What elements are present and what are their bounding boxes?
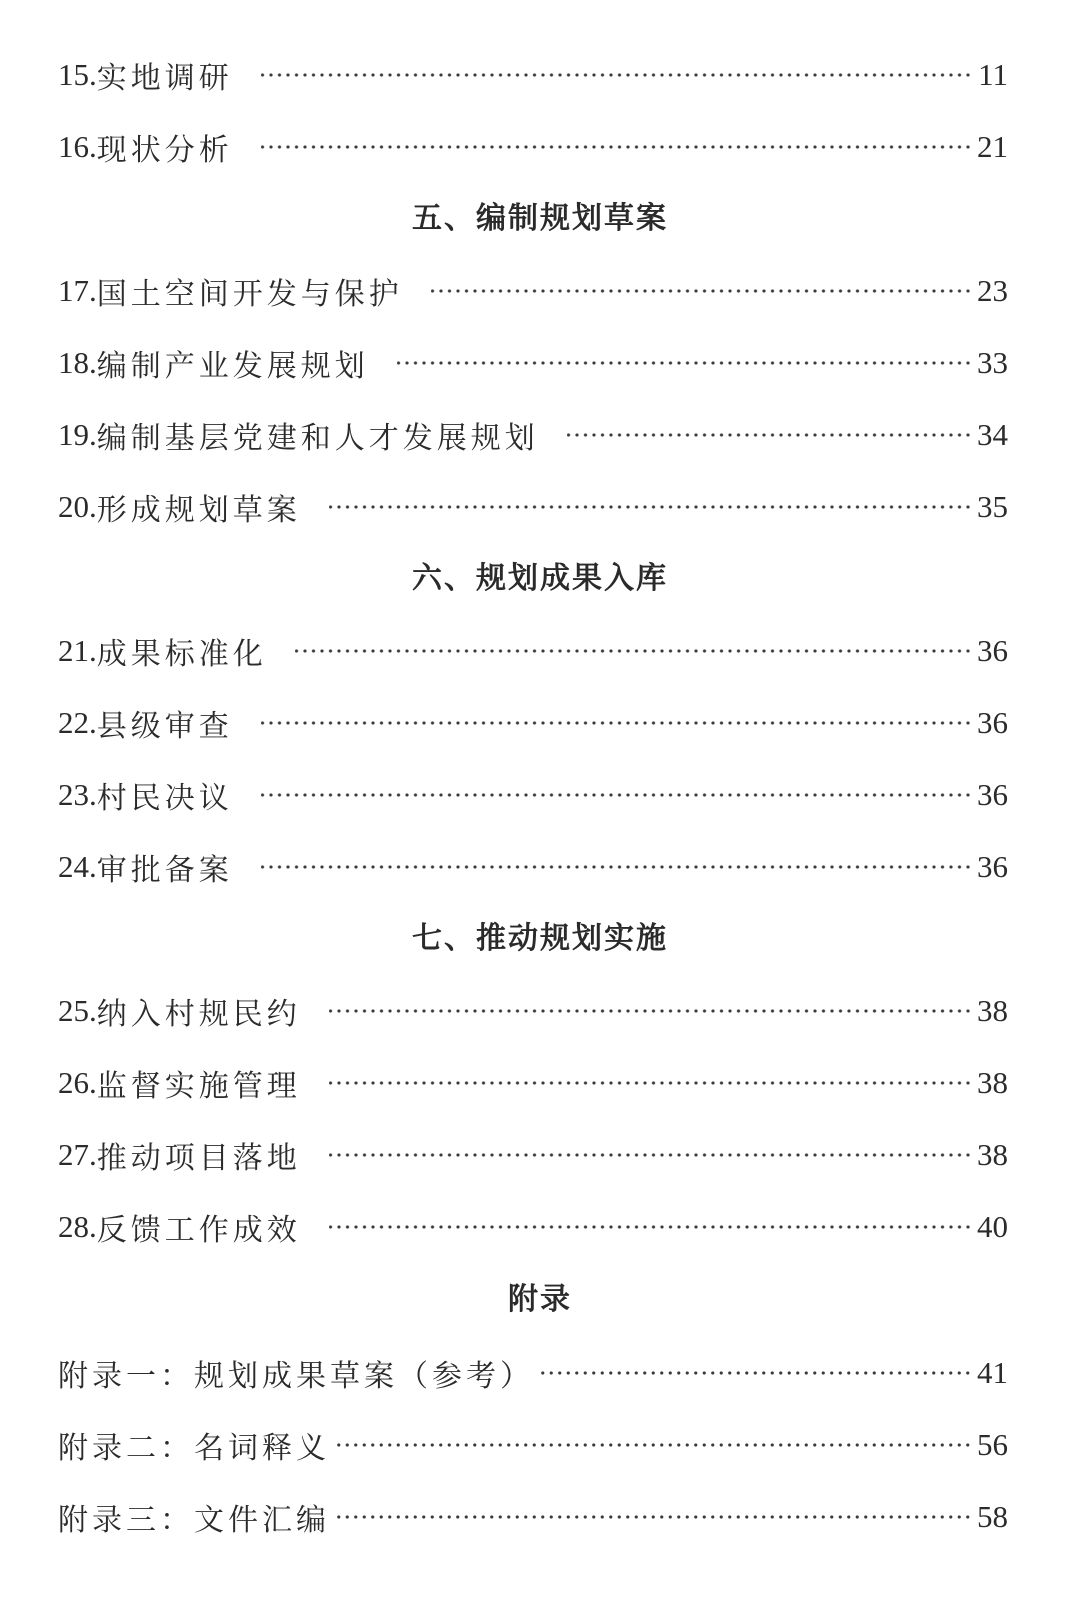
page-number: 36	[977, 849, 1008, 884]
entry-number: 16.	[58, 129, 97, 164]
page-number: 36	[977, 633, 1008, 668]
entry-title: 成果标准化	[96, 637, 267, 672]
page-number: 58	[977, 1499, 1008, 1534]
dot-leader	[329, 1153, 972, 1157]
entry-number: 20.	[58, 489, 97, 524]
page-number: 38	[977, 993, 1008, 1028]
entry-number: 19.	[58, 417, 97, 452]
toc-entry[interactable]	[58, 477, 1008, 537]
entry-number: 22.	[58, 705, 97, 740]
toc-entry[interactable]	[58, 261, 1008, 321]
dot-leader	[295, 649, 972, 653]
page-number: 41	[977, 1355, 1008, 1390]
entry-title: 反馈工作成效	[96, 1213, 301, 1248]
entry-number: 27.	[58, 1137, 97, 1172]
toc-entry[interactable]	[58, 1125, 1008, 1185]
entry-title: 推动项目落地	[96, 1141, 301, 1176]
entry-number: 28.	[58, 1209, 97, 1244]
dot-leader	[329, 1225, 972, 1229]
dot-leader	[329, 505, 972, 509]
section-heading-5: 五、编制规划草案	[412, 201, 668, 236]
entry-title: 附录二：名词释义	[58, 1431, 330, 1466]
section-heading-7: 七、推动规划实施	[412, 921, 668, 956]
toc-entry[interactable]	[58, 621, 1008, 681]
entry-title: 编制基层党建和人才发展规划	[96, 421, 539, 456]
section-heading-appendix: 附录	[508, 1282, 572, 1317]
entry-number: 15.	[58, 57, 97, 92]
toc-entry[interactable]	[58, 405, 1008, 465]
entry-number: 17.	[58, 273, 97, 308]
entry-title: 实地调研	[96, 61, 233, 96]
toc-entry[interactable]	[58, 837, 1008, 897]
entry-title: 审批备案	[96, 853, 233, 888]
appendix-entry[interactable]	[58, 1415, 1008, 1475]
page-number: 40	[977, 1209, 1008, 1244]
toc-entry[interactable]	[58, 117, 1008, 177]
section-heading-6: 六、规划成果入库	[412, 561, 668, 596]
entry-title: 现状分析	[96, 133, 233, 168]
entry-title: 县级审查	[96, 709, 233, 744]
dot-leader	[336, 1443, 972, 1447]
dot-leader	[261, 721, 972, 725]
page-number: 38	[977, 1137, 1008, 1172]
page-number: 36	[977, 777, 1008, 812]
page-number: 11	[978, 57, 1008, 92]
dot-leader	[336, 1515, 972, 1519]
entry-title: 纳入村规民约	[96, 997, 301, 1032]
dot-leader	[431, 289, 972, 293]
dot-leader	[329, 1081, 972, 1085]
page-number: 34	[977, 417, 1008, 452]
toc-entry[interactable]	[58, 1197, 1008, 1257]
page-number: 38	[977, 1065, 1008, 1100]
entry-number: 21.	[58, 633, 97, 668]
entry-title: 附录一：规划成果草案（参考）	[58, 1359, 534, 1394]
entry-title: 村民决议	[96, 781, 233, 816]
entry-title: 国土空间开发与保护	[96, 277, 403, 312]
appendix-entry[interactable]	[58, 1343, 1008, 1403]
page-number: 33	[977, 345, 1008, 380]
toc-entry[interactable]	[58, 693, 1008, 753]
entry-number: 23.	[58, 777, 97, 812]
appendix-entry[interactable]	[58, 1487, 1008, 1547]
dot-leader	[567, 433, 972, 437]
page-number: 23	[977, 273, 1008, 308]
page-number: 36	[977, 705, 1008, 740]
toc-entry[interactable]	[58, 765, 1008, 825]
dot-leader	[540, 1371, 972, 1375]
page-number: 35	[977, 489, 1008, 524]
entry-title: 形成规划草案	[96, 493, 301, 528]
page-number: 21	[977, 129, 1008, 164]
entry-number: 26.	[58, 1065, 97, 1100]
toc-entry[interactable]	[58, 333, 1008, 393]
dot-leader	[397, 361, 972, 365]
toc-entry[interactable]	[58, 1053, 1008, 1113]
dot-leader	[261, 793, 972, 797]
toc-entry[interactable]	[58, 981, 1008, 1041]
dot-leader	[261, 145, 972, 149]
entry-title: 编制产业发展规划	[96, 349, 369, 384]
entry-number: 24.	[58, 849, 97, 884]
dot-leader	[329, 1009, 972, 1013]
entry-title: 监督实施管理	[96, 1069, 301, 1104]
entry-number: 18.	[58, 345, 97, 380]
dot-leader	[261, 73, 972, 77]
entry-title: 附录三：文件汇编	[58, 1503, 330, 1538]
dot-leader	[261, 865, 972, 869]
toc-entry[interactable]	[58, 45, 1008, 105]
page-number: 56	[977, 1427, 1008, 1462]
entry-number: 25.	[58, 993, 97, 1028]
